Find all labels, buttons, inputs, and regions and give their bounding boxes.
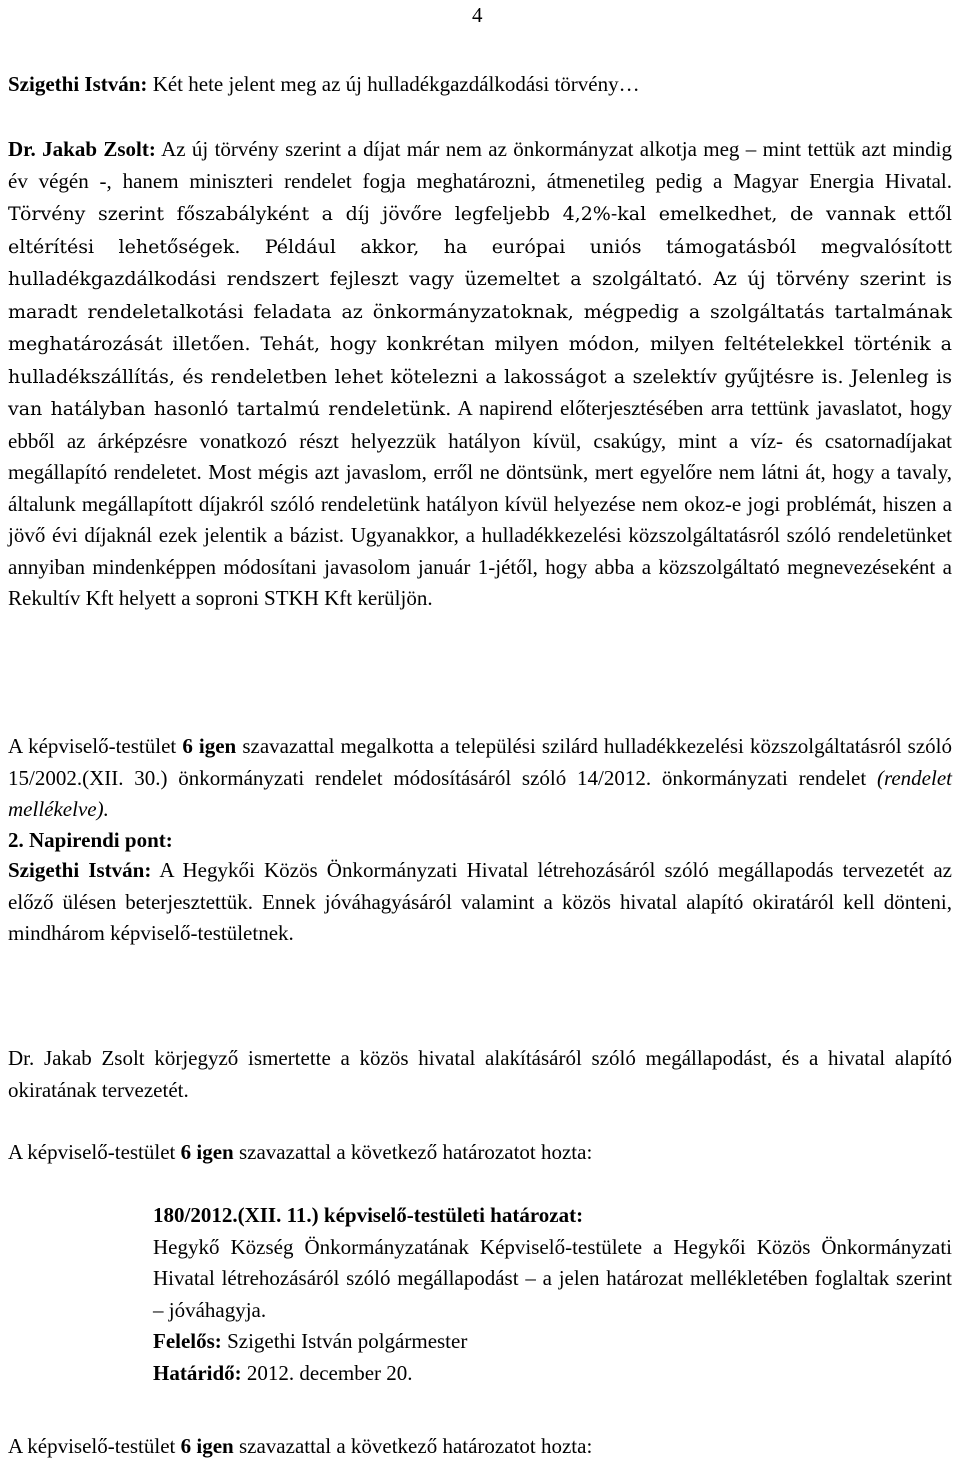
paragraph-text: szavazattal a következő határozatot hozta: [233,1140,593,1164]
paragraph-text: A képviselő-testület [8,734,183,758]
paragraph-szigethi-statement [8,855,952,950]
paragraph-text: Törvény szerint főszabályként a díj jövőre legfeljebb 4,2%-kal emelkedhet, de vannak ettől eltérítési lehetőségek. Például akkor, ha európai uniós támogatásból megvalósított hulladékgazdálkodási rendszert fejleszt vagy üzemeltet a szolgáltató. Az új törvény szerint is maradt rendeletalkotási feladata az önkormányzatoknak, mégpedig a szolgáltatás tartalmának meghatározását illetően. Tehát, hogy konkrétan milyen módon, milyen feltételekkel történik a hulladékszállítás, és rendeletben lehet kötelezni a lakosságot a szelektív gyűjtésre is. Jelenleg is van hatályban hasonló tartalmú rendeletünk. [8,203,952,420]
agenda-heading: 2. Napirendi pont: [8,828,173,852]
decision-deadline [153,1358,952,1390]
decision-responsible [153,1326,952,1358]
annex-note: (rendelet mellékelve). [8,765,952,821]
paragraph-jakab-presentation: Dr. Jakab Zsolt körjegyző ismertette a közös hivatal alakításáról szóló megállapodást, és a hivatal alapító okiratának tervezetét. [8,1046,952,1102]
decision-body: Hegykő Község Önkormányzatának Képviselő-testülete a Hegykői Közös Önkormányzati Hivatal létrehozásáról szóló megállapodást – a jelen határozat mellékletében foglaltak szerint – jóváhagyja. [153,1234,952,1322]
paragraph-text: szavazattal a következő határozatot hozta: [233,1434,593,1458]
decision-title: 180/2012.(XII. 11.) képviselő-testületi határozat: [153,1203,584,1227]
paragraph-text: A Hegykői Közös Önkormányzati Hivatal létrehozásáról szóló megállapodás tervezetét az előző ülésen beterjesztettük. Ennek jóváhagyásáról valamint a közös hivatal alapító okiratáról kell dönteni, mindhárom képviselő-testületnek. [8,858,952,945]
paragraph-text: Két hete jelent meg az új hulladékgazdálkodási törvény… [147,72,640,96]
paragraph-vote-intro-2 [8,1431,952,1463]
page-number: 4 [472,3,483,27]
vote-count: 6 igen [180,1140,234,1164]
speaker-name: Szigethi István: [8,72,148,96]
paragraph-jakab-statement [8,134,952,615]
paragraph-text: szavazattal megalkotta a települési szilárd hulladékkezelési közszolgáltatásról szóló 15/2002.(XII. 30.) önkormányzati rendelet módosításáról szóló 14/2012. önkormányzati rendelet [8,734,952,790]
deadline-value: 2012. december 20. [241,1360,413,1385]
paragraph-text: A képviselő-testület [8,1140,181,1164]
speaker-name: Szigethi István: [8,858,152,882]
paragraph-vote-intro [8,1137,952,1169]
paragraph-text: Az új törvény szerint a díjat már nem az önkormányzat alkotja meg – mint tettük azt mindig év végén -, hanem miniszteri rendelet fogja meghatározni, átmenetileg pedig a Magyar Energia Hivatal. [8,137,952,193]
paragraph-text: A napirend előterjesztésében arra tettünk javaslatot, hogy ebből az árképzésre vonatkozó részt helyezzük hatályon kívül, csakúgy, mint a víz- és csatornadíjakat megállapító rendeletet. Most mégis azt javaslom, erről ne döntsünk, mert egyelőre nem látni át, hogy a tavaly, általunk megállapított díjakról szóló rendeletünk hatályon kívül helyezése nem okoz-e jogi problémát, hiszen a jövő évi díjaknál ezek jelentik a bázist. Ugyanakkor, a hulladékkezelési közszolgáltatásról szóló rendeletünket annyiban mindenképpen módosítani javasolom január 1-jétől, hogy abba a közszolgáltató megnevezéseként a Rekultív Kft helyett a soproni STKH Kft kerüljön. [8,396,952,610]
paragraph-text: A képviselő-testület [8,1434,181,1458]
deadline-label: Határidő: [153,1360,242,1385]
decision-block [153,1200,952,1389]
speaker-name: Dr. Jakab Zsolt: [8,137,156,161]
responsible-value: Szigethi István polgármester [221,1329,468,1353]
paragraph-intro [8,69,952,101]
responsible-label: Felelős: [153,1329,222,1353]
paragraph-resolution-1 [8,731,952,826]
vote-count: 6 igen [180,1434,234,1458]
vote-count: 6 igen [182,734,237,758]
